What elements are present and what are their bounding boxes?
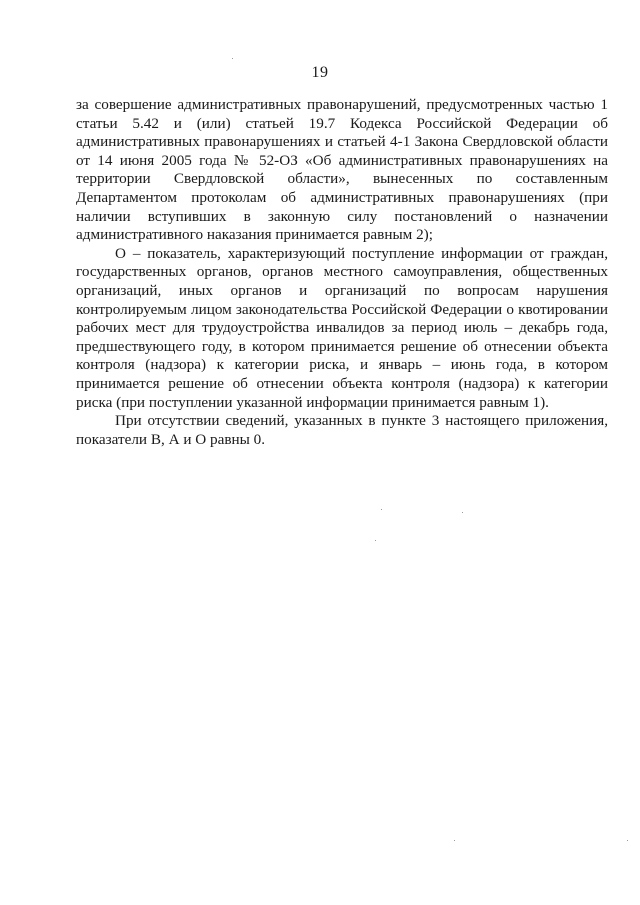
scan-speck [627, 840, 628, 841]
scan-speck [454, 840, 455, 841]
page-number: 19 [311, 64, 329, 81]
paragraph-continuation: за совершение административных правонарушений, предусмотренных частью 1 статьи 5.42 и (или) статьей 19.7 Кодекса Российской Федерации об административных правонарушениях и статьей 4-1 Закона Свердловской области от 14 июня 2005 года № 52-ОЗ «Об административных правонарушениях на территории Свердловской области», вынесенных по составленным Департаментом протоколам об административных правонарушениях (при наличии вступивших в законную силу постановлений о назначении административного наказания принимается равным 2); [76, 96, 608, 244]
body-text [76, 96, 608, 449]
scan-speck [232, 58, 233, 59]
paragraph-absence-of-data: При отсутствии сведений, указанных в пункте 3 настоящего приложения, показатели В, А и О равны 0. [76, 412, 608, 448]
scan-speck [381, 509, 382, 510]
scan-speck [375, 540, 376, 541]
scan-speck [462, 512, 463, 513]
paragraph-indicator-o: О – показатель, характеризующий поступление информации от граждан, государственных органов, органов местного самоуправления, общественных организаций, иных органов и организаций по вопросам нарушения контролируемым лицом законодательства Российской Федерации о квотировании рабочих мест для трудоустройства инвалидов за период июль – декабрь года, предшествующего году, в котором принимается решение об отнесении объекта контроля (надзора) к категории риска, и январь – июнь года, в котором принимается решение об отнесении объекта контроля (надзора) к категории риска (при поступлении указанной информации принимается равным 1). [76, 244, 608, 411]
